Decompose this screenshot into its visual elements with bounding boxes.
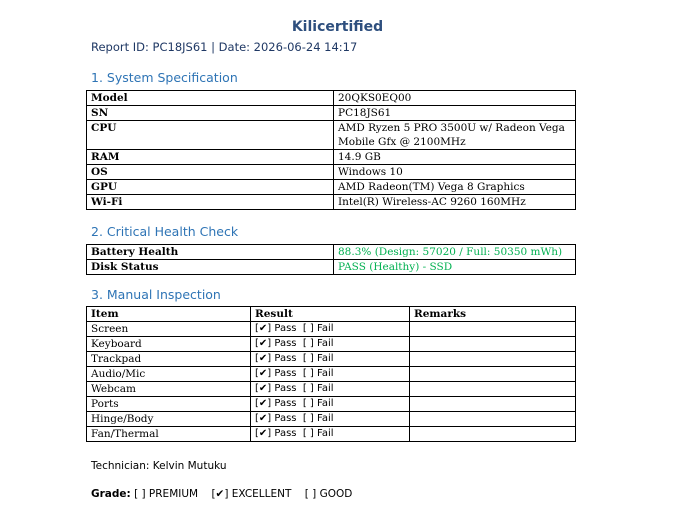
spec-row [87,165,576,180]
column-header-result: Result [251,307,410,322]
grade-option-excellent: [✔] EXCELLENT [211,488,292,500]
health-row [87,245,576,260]
spec-key: Wi-Fi [87,195,334,210]
grade-option-good: [ ] GOOD [304,488,353,500]
inspection-item: Hinge/Body [87,412,251,427]
spec-value: Intel(R) Wireless-AC 9260 160MHz [334,195,576,210]
manual-inspection-heading: 3. Manual Inspection [91,287,221,302]
health-key: Disk Status [87,260,334,275]
health-value: PASS (Healthy) - SSD [334,260,576,275]
spec-value: 20QKS0EQ00 [334,91,576,106]
spec-key: CPU [87,121,334,150]
spec-row [87,121,576,150]
system-spec-heading: 1. System Specification [91,70,238,85]
spec-value: AMD Radeon(TM) Vega 8 Graphics [334,180,576,195]
inspection-result: [✔] Pass [ ] Fail [251,412,410,427]
spec-value: AMD Ryzen 5 PRO 3500U w/ Radeon Vega Mobile Gfx @ 2100MHz [334,121,576,150]
spec-value: Windows 10 [334,165,576,180]
manual-inspection-header-row [87,307,576,322]
report-title: Kilicertified [291,19,384,35]
spec-row [87,180,576,195]
inspection-remarks [410,427,576,442]
inspection-item: Audio/Mic [87,367,251,382]
health-check-heading: 2. Critical Health Check [91,224,239,239]
inspection-item: Ports [87,397,251,412]
inspection-remarks [410,337,576,352]
inspection-item: Keyboard [87,337,251,352]
health-check-table [86,244,576,275]
technician-line: Technician: Kelvin Mutuku [91,460,227,472]
spec-row [87,106,576,121]
spec-key: SN [87,106,334,121]
inspection-result: [✔] Pass [ ] Fail [251,397,410,412]
inspection-remarks [410,382,576,397]
inspection-row [87,427,576,442]
grade-line [91,488,362,500]
spec-row [87,195,576,210]
inspection-result: [✔] Pass [ ] Fail [251,352,410,367]
spec-value: PC18JS61 [334,106,576,121]
system-spec-table [86,90,576,210]
inspection-result: [✔] Pass [ ] Fail [251,382,410,397]
inspection-row [87,397,576,412]
inspection-item: Trackpad [87,352,251,367]
inspection-remarks [410,352,576,367]
spec-key: GPU [87,180,334,195]
inspection-result: [✔] Pass [ ] Fail [251,322,410,337]
inspection-item: Fan/Thermal [87,427,251,442]
grade-label: Grade: [91,488,131,500]
spec-row [87,150,576,165]
inspection-result: [✔] Pass [ ] Fail [251,427,410,442]
inspection-remarks [410,397,576,412]
inspection-remarks [410,412,576,427]
column-header-item: Item [87,307,251,322]
inspection-row [87,337,576,352]
inspection-row [87,412,576,427]
manual-inspection-table [86,306,576,442]
health-value: 88.3% (Design: 57020 / Full: 50350 mWh) [334,245,576,260]
inspection-result: [✔] Pass [ ] Fail [251,337,410,352]
spec-key: RAM [87,150,334,165]
inspection-item: Screen [87,322,251,337]
health-key: Battery Health [87,245,334,260]
inspection-remarks [410,367,576,382]
inspection-remarks [410,322,576,337]
inspection-row [87,382,576,397]
inspection-row [87,367,576,382]
report-id-line: Report ID: PC18JS61 | Date: 2026-06-24 14:17 [91,40,358,54]
spec-key: Model [87,91,334,106]
spec-row [87,91,576,106]
health-row [87,260,576,275]
inspection-row [87,352,576,367]
grade-option-premium: [ ] PREMIUM [134,488,199,500]
inspection-row [87,322,576,337]
inspection-result: [✔] Pass [ ] Fail [251,367,410,382]
column-header-remarks: Remarks [410,307,576,322]
inspection-item: Webcam [87,382,251,397]
spec-value: 14.9 GB [334,150,576,165]
spec-key: OS [87,165,334,180]
